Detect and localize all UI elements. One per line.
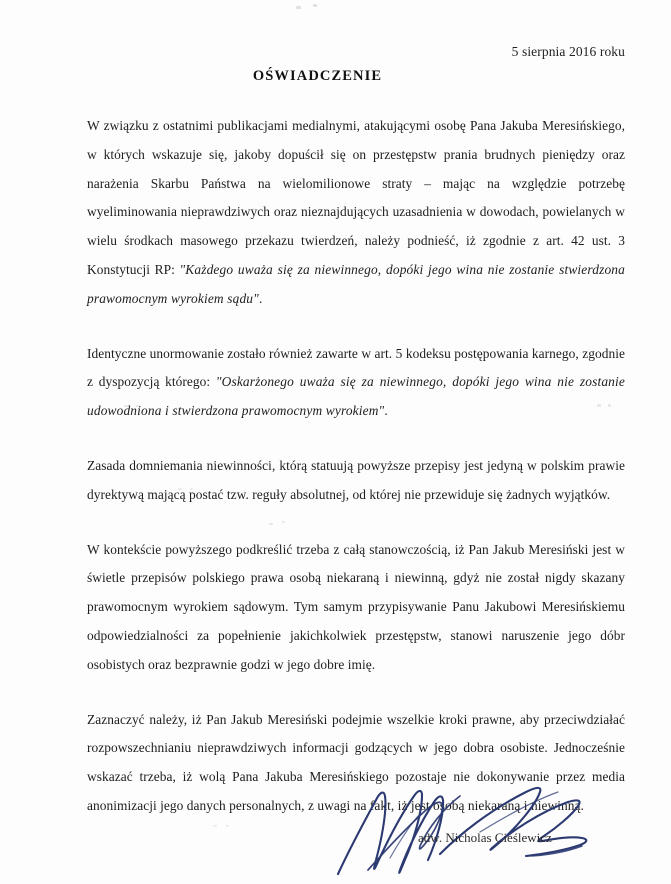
scan-artifact [226, 825, 229, 827]
signature-name: adw. Nicholas Cieślewicz [418, 830, 552, 845]
scan-artifact [296, 6, 301, 9]
signature-block [330, 782, 671, 882]
paragraph-1-lead: W związku z ostatnimi publikacjami medialnymi, atakującymi osobę Pana Jakuba Meresińskiego, w których wskazuje się, jakoby dopuścił się on przestępstw prania brudnych pieniędzy oraz narażenia Skarbu Państwa na wielomilionowe straty – mając na względzie potrzebę wyeliminowania nieprawdziwych oraz nieznajdujących uzasadnienia w dowodach, powielanych w wielu środkach masowego przekazu twierdzeń, należy podnieść, iż zgodnie z art. 42 ust. 3 Konstytucji RP: [87, 118, 625, 277]
scan-artifact [213, 825, 217, 827]
paragraph-2-quote: "Oskarżonego uważa się za niewinnego, dopóki jego wina nie zostanie udowodniona i stwierdzona prawomocnym wyrokiem" [87, 374, 625, 419]
paragraph-2-tail: . [384, 403, 388, 419]
paragraph-4-lead: W kontekście powyższego podkreślić trzeba z całą stanowczością, iż Pan Jakub Meresiński jest w świetle przepisów polskiego prawa osobą niekaraną i niewinną, gdyż nie został nigdy skazany prawomocnym wyrokiem sądowym. Tym samym przypisywanie Panu Jakubowi Meresińskiemu odpowiedzialności za popełnienie jakichkolwiek przestępstw, stanowi naruszenie jego dóbr osobistych oraz bezprawnie godzi w jego dobre imię. [87, 541, 625, 672]
paragraph-1 [87, 112, 625, 314]
paragraph-4 [87, 536, 625, 680]
paragraph-1-tail: . [258, 290, 263, 306]
paragraph-3-lead: Zasada domniemania niewinności, którą statuują powyższe przepisy jest jedyną w polskim prawie dyrektywą mającą postać tzw. reguły absolutnej, od której nie przewiduje się żadnych wyjątków. [87, 457, 625, 502]
paragraph-2 [87, 340, 625, 426]
paragraph-1-quote: "Każdego uważa się za niewinnego, dopóki jego wina nie zostanie stwierdzona prawomocnym wyrokiem sądu" [87, 261, 625, 306]
document-date: 5 sierpnia 2016 roku [511, 44, 625, 59]
paragraph-3 [87, 452, 625, 510]
paragraph-2-lead: Identyczne unormowanie zostało również zawarte w art. 5 kodeksu postępowania karnego, zgodnie z dyspozycją którego: [87, 345, 625, 390]
document-body [87, 112, 625, 821]
paragraph-5-lead: Zaznaczyć należy, iż Pan Jakub Meresiński podejmie wszelkie kroki prawne, aby przeciwdziałać rozpowszechnianiu nieprawdziwych informacji godzących w jego dobra osobiste. Jednocześnie wskazać trzeba, iż wolą Pana Jakuba Meresińskiego pozostaje nie dokonywanie przez media anonimizacji jego danych personalnych, z uwagi na fakt, iż jest osobą niekaraną i niewinną. [87, 711, 625, 813]
scan-artifact [313, 4, 317, 7]
page-title: OŚWIADCZENIE [252, 68, 383, 84]
